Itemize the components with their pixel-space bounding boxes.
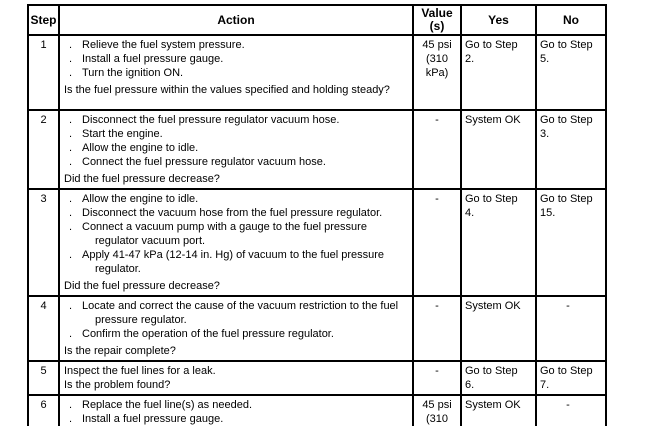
column-header-action (59, 5, 413, 35)
action-question: Is the fuel pressure within the values specified and holding steady? (64, 84, 390, 96)
table-row (28, 296, 606, 361)
yes-cell: System OK (461, 395, 536, 426)
action-item (64, 127, 400, 141)
step-cell: 3 (28, 189, 59, 296)
action-cell (59, 110, 413, 189)
value-cell: - (413, 189, 461, 296)
value-cell: 45 psi (310 kPa) (413, 35, 461, 110)
action-item (64, 327, 400, 341)
action-cell (59, 35, 413, 110)
column-header-value-label: Value (421, 6, 453, 20)
action-item-text: Connect the fuel pressure regulator vacuum hose. (82, 156, 326, 168)
bullet-marker: . (69, 114, 73, 126)
action-item-text: Apply 41-47 kPa (12-14 in. Hg) of vacuum to the fuel pressure regulator. (82, 249, 385, 275)
action-item (64, 52, 400, 66)
step-cell: 2 (28, 110, 59, 189)
no-cell: Go to Step 5. (536, 35, 606, 110)
action-item (64, 412, 400, 426)
action-item-text: Allow the engine to idle. (82, 142, 199, 154)
action-item (64, 220, 400, 248)
column-header-step (28, 5, 59, 35)
value-cell: - (413, 361, 461, 395)
diagnostic-table (27, 4, 607, 426)
action-question: Did the fuel pressure decrease? (64, 280, 220, 292)
bullet-marker: . (69, 156, 73, 168)
action-item-text: Allow the engine to idle. (82, 193, 199, 205)
yes-cell: Go to Step 4. (461, 189, 536, 296)
action-question: Is the problem found? (64, 379, 171, 391)
bullet-marker: . (69, 53, 73, 65)
action-item (64, 398, 400, 412)
no-cell: - (536, 395, 606, 426)
value-cell: 45 psi (310 (413, 395, 461, 426)
column-header-value-unit: (s) (429, 19, 445, 33)
action-question: Is the repair complete? (64, 345, 176, 357)
action-question: Did the fuel pressure decrease? (64, 173, 220, 185)
action-item (64, 206, 400, 220)
column-header-yes (461, 5, 536, 35)
table-row (28, 361, 606, 395)
table-row (28, 35, 606, 110)
no-cell: Go to Step 15. (536, 189, 606, 296)
bullet-marker: . (69, 128, 73, 140)
column-header-step-label: Step (30, 12, 57, 27)
step-cell: 5 (28, 361, 59, 395)
step-cell: 6 (28, 395, 59, 426)
action-item (64, 113, 400, 127)
column-header-yes-label: Yes (488, 12, 509, 27)
no-cell: - (536, 296, 606, 361)
table-row (28, 395, 606, 426)
yes-cell: System OK (461, 296, 536, 361)
column-header-value (413, 5, 461, 35)
bullet-marker: . (69, 39, 73, 51)
action-item (64, 38, 400, 52)
action-item (64, 155, 400, 169)
action-item (64, 248, 400, 276)
value-cell: - (413, 110, 461, 189)
action-cell (59, 296, 413, 361)
action-item (64, 299, 400, 327)
action-item-text: Connect a vacuum pump with a gauge to the fuel pressure regulator vacuum port. (82, 221, 367, 247)
action-item-text: Inspect the fuel lines for a leak. (64, 365, 216, 377)
action-item-text: Install a fuel pressure gauge. (82, 413, 224, 425)
action-item-text: Disconnect the fuel pressure regulator vacuum hose. (82, 114, 340, 126)
action-item-text: Relieve the fuel system pressure. (82, 39, 245, 51)
action-cell (59, 395, 413, 426)
bullet-marker: . (69, 142, 73, 154)
bullet-marker: . (69, 413, 73, 425)
no-cell: Go to Step 7. (536, 361, 606, 395)
column-header-no (536, 5, 606, 35)
step-cell: 4 (28, 296, 59, 361)
no-cell: Go to Step 3. (536, 110, 606, 189)
action-item-text: Turn the ignition ON. (82, 67, 184, 79)
action-cell (59, 361, 413, 395)
bullet-marker: . (69, 207, 73, 219)
action-item-text: Confirm the operation of the fuel pressure regulator. (82, 328, 334, 340)
bullet-marker: . (69, 249, 73, 261)
yes-cell: Go to Step 2. (461, 35, 536, 110)
bullet-marker: . (69, 399, 73, 411)
bullet-marker: . (69, 328, 73, 340)
value-cell: - (413, 296, 461, 361)
action-item (64, 141, 400, 155)
action-item (64, 66, 400, 80)
table-row (28, 189, 606, 296)
action-item-text: Start the engine. (82, 128, 163, 140)
column-header-action-label: Action (217, 12, 255, 27)
action-item-text: Install a fuel pressure gauge. (82, 53, 224, 65)
column-header-no-label: No (563, 12, 579, 27)
action-item-text: Disconnect the vacuum hose from the fuel pressure regulator. (82, 207, 383, 219)
action-item (64, 192, 400, 206)
step-cell: 1 (28, 35, 59, 110)
bullet-marker: . (69, 221, 73, 233)
yes-cell: Go to Step 6. (461, 361, 536, 395)
action-item-text: Replace the fuel line(s) as needed. (82, 399, 252, 411)
action-cell (59, 189, 413, 296)
bullet-marker: . (69, 67, 73, 79)
table-row (28, 110, 606, 189)
action-item-text: Locate and correct the cause of the vacuum restriction to the fuel pressure regulator. (82, 300, 399, 326)
header-row (28, 5, 606, 35)
bullet-marker: . (69, 193, 73, 205)
bullet-marker: . (69, 300, 73, 312)
yes-cell: System OK (461, 110, 536, 189)
